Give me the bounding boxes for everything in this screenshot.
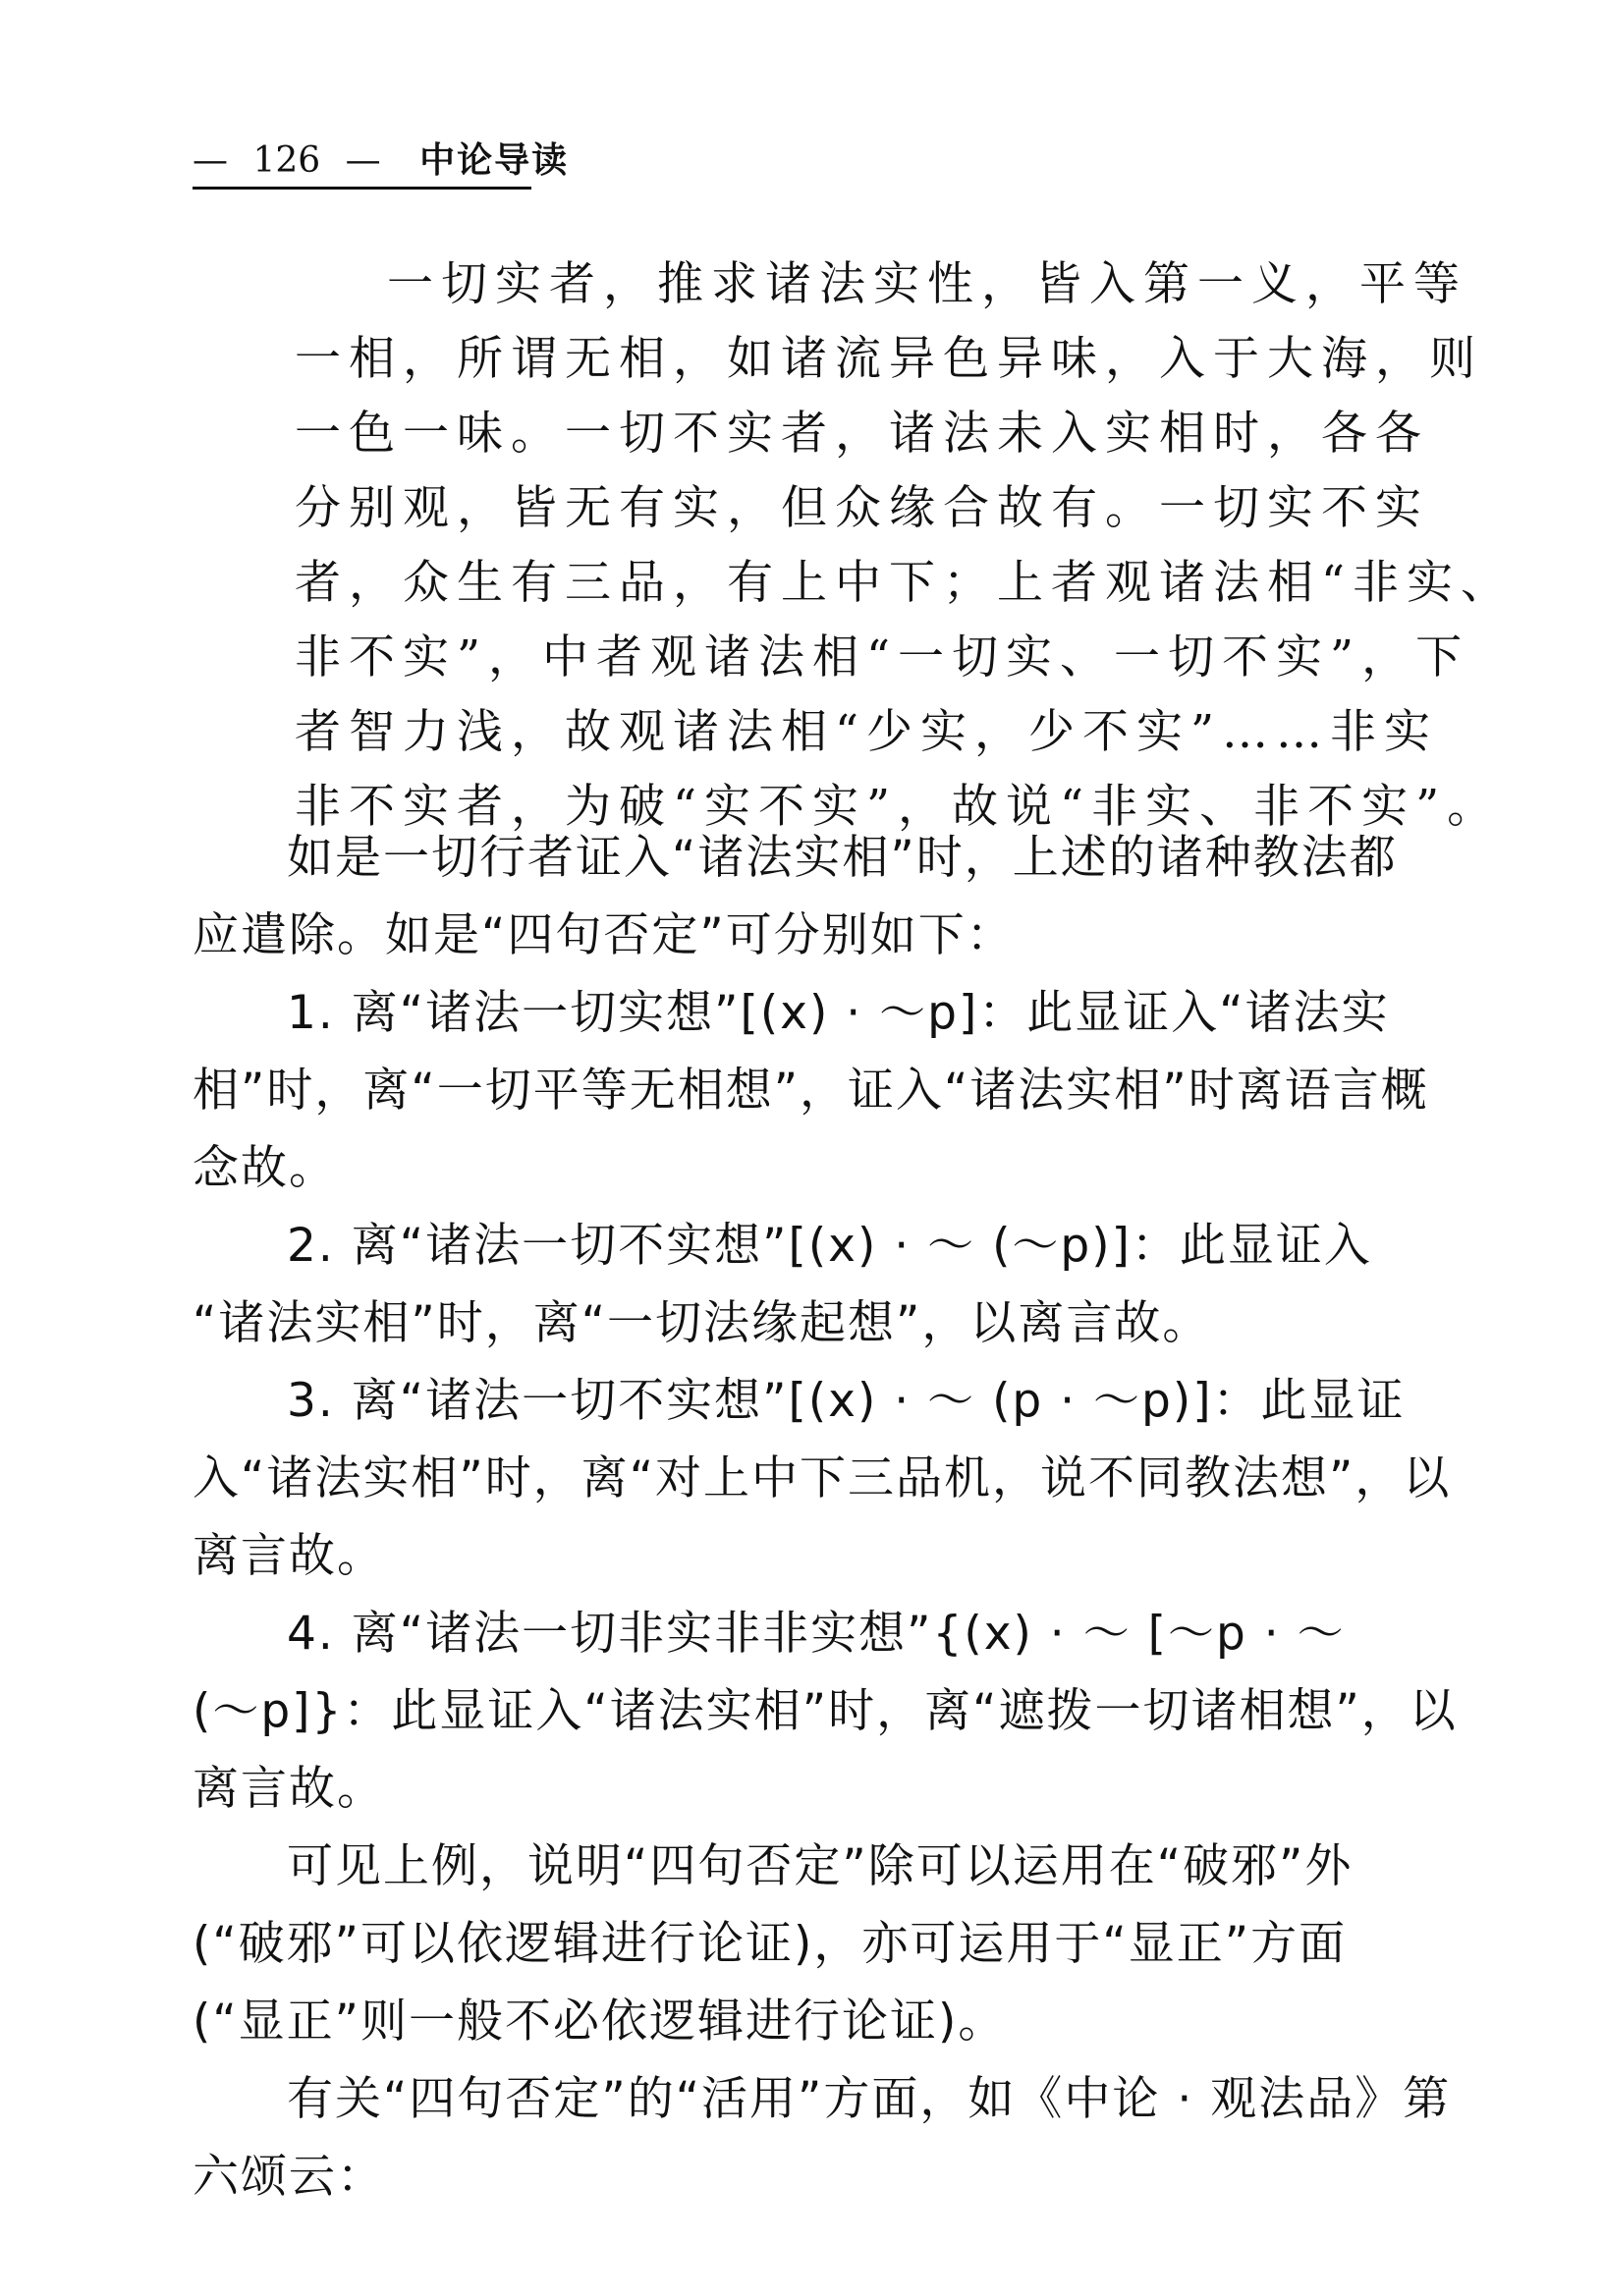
- main-text: [193, 819, 1458, 2215]
- text-line: (“破邪”可以依逻辑进行论证)，亦可运用于“显正”方面: [193, 1917, 1348, 1971]
- paragraph-closing: [193, 2060, 1452, 2215]
- text-line: 应遣除。如是“四句否定”可分别如下：: [193, 908, 1015, 962]
- text-line: 有关“四句否定”的“活用”方面，如《中论 · 观法品》第: [287, 2072, 1452, 2126]
- list-item-3: [193, 1362, 1452, 1595]
- running-header: [193, 136, 585, 194]
- text-line: (“显正”则一般不必依逻辑进行论证)。: [193, 1995, 1007, 2049]
- text-line: “诸法实相”时，离“一切法缘起想”，以离言故。: [193, 1296, 1211, 1350]
- text-line: 相”时，离“一切平等无相想”，证入“诸法实相”时离语言概: [193, 1064, 1429, 1118]
- text-line: 3. 离“诸法一切不实想”[(x) · ～ (p · ～p)]：此显证: [287, 1374, 1406, 1428]
- text-line: 念故。: [193, 1141, 337, 1195]
- quote-line: 非不实”，中者观诸法相“一切实、一切不实”，下: [295, 630, 1470, 684]
- quote-line: 一切实者，推求诸法实性，皆入第一义，平等: [387, 257, 1467, 311]
- header-dash-left: —: [193, 140, 228, 181]
- quote-line: 非不实者，为破“实不实”，故说“非实、非不实”。: [295, 780, 1502, 834]
- text-line: 1. 离“诸法一切实想”[(x) · ～p]：此显证入“诸法实: [287, 986, 1390, 1040]
- text-line: 入“诸法实相”时，离“对上中下三品机，说不同教法想”，以: [193, 1451, 1452, 1505]
- text-line: 六颂云：: [193, 2150, 385, 2204]
- text-line: 4. 离“诸法一切非实非非实想”{(x) · ～ [～p · ～: [287, 1607, 1346, 1661]
- book-title: 中论导读: [419, 139, 570, 181]
- list-item-2: [193, 1207, 1403, 1362]
- quote-line: 一相，所谓无相，如诸流异色异味，入于大海，则: [295, 332, 1483, 386]
- text-line: (～p]}：此显证入“诸法实相”时，离“遮拨一切诸相想”，以: [193, 1684, 1458, 1738]
- text-line: 如是一切行者证入“诸法实相”时，上述的诸种教法都: [287, 831, 1398, 885]
- text-line: 离言故。: [193, 1762, 385, 1816]
- list-item-1: [193, 974, 1429, 1207]
- list-item-4: [193, 1595, 1458, 1828]
- quote-line: 者智力浅，故观诸法相“少实，少不实”……非实: [295, 705, 1439, 759]
- text-line: 2. 离“诸法一切不实想”[(x) · ～ (～p)]：此显证入: [287, 1219, 1372, 1273]
- quote-line: 者，众生有三品，有上中下；上者观诸法相“非实、: [295, 556, 1516, 610]
- quoted-commentary: [295, 247, 1516, 845]
- text-line: 离言故。: [193, 1529, 385, 1583]
- paragraph-summary: [193, 1828, 1403, 2060]
- header-dash-right: —: [345, 140, 381, 181]
- quote-line: 分别观，皆无有实，但众缘合故有。一切实不实: [295, 481, 1429, 535]
- text-line: 可见上例，说明“四句否定”除可以运用在“破邪”外: [287, 1839, 1354, 1893]
- paragraph-intro: [193, 819, 1403, 974]
- header-rule: [193, 187, 531, 190]
- page-number: 126: [252, 140, 321, 181]
- quote-line: 一色一味。一切不实者，诸法未入实相时，各各: [295, 407, 1429, 461]
